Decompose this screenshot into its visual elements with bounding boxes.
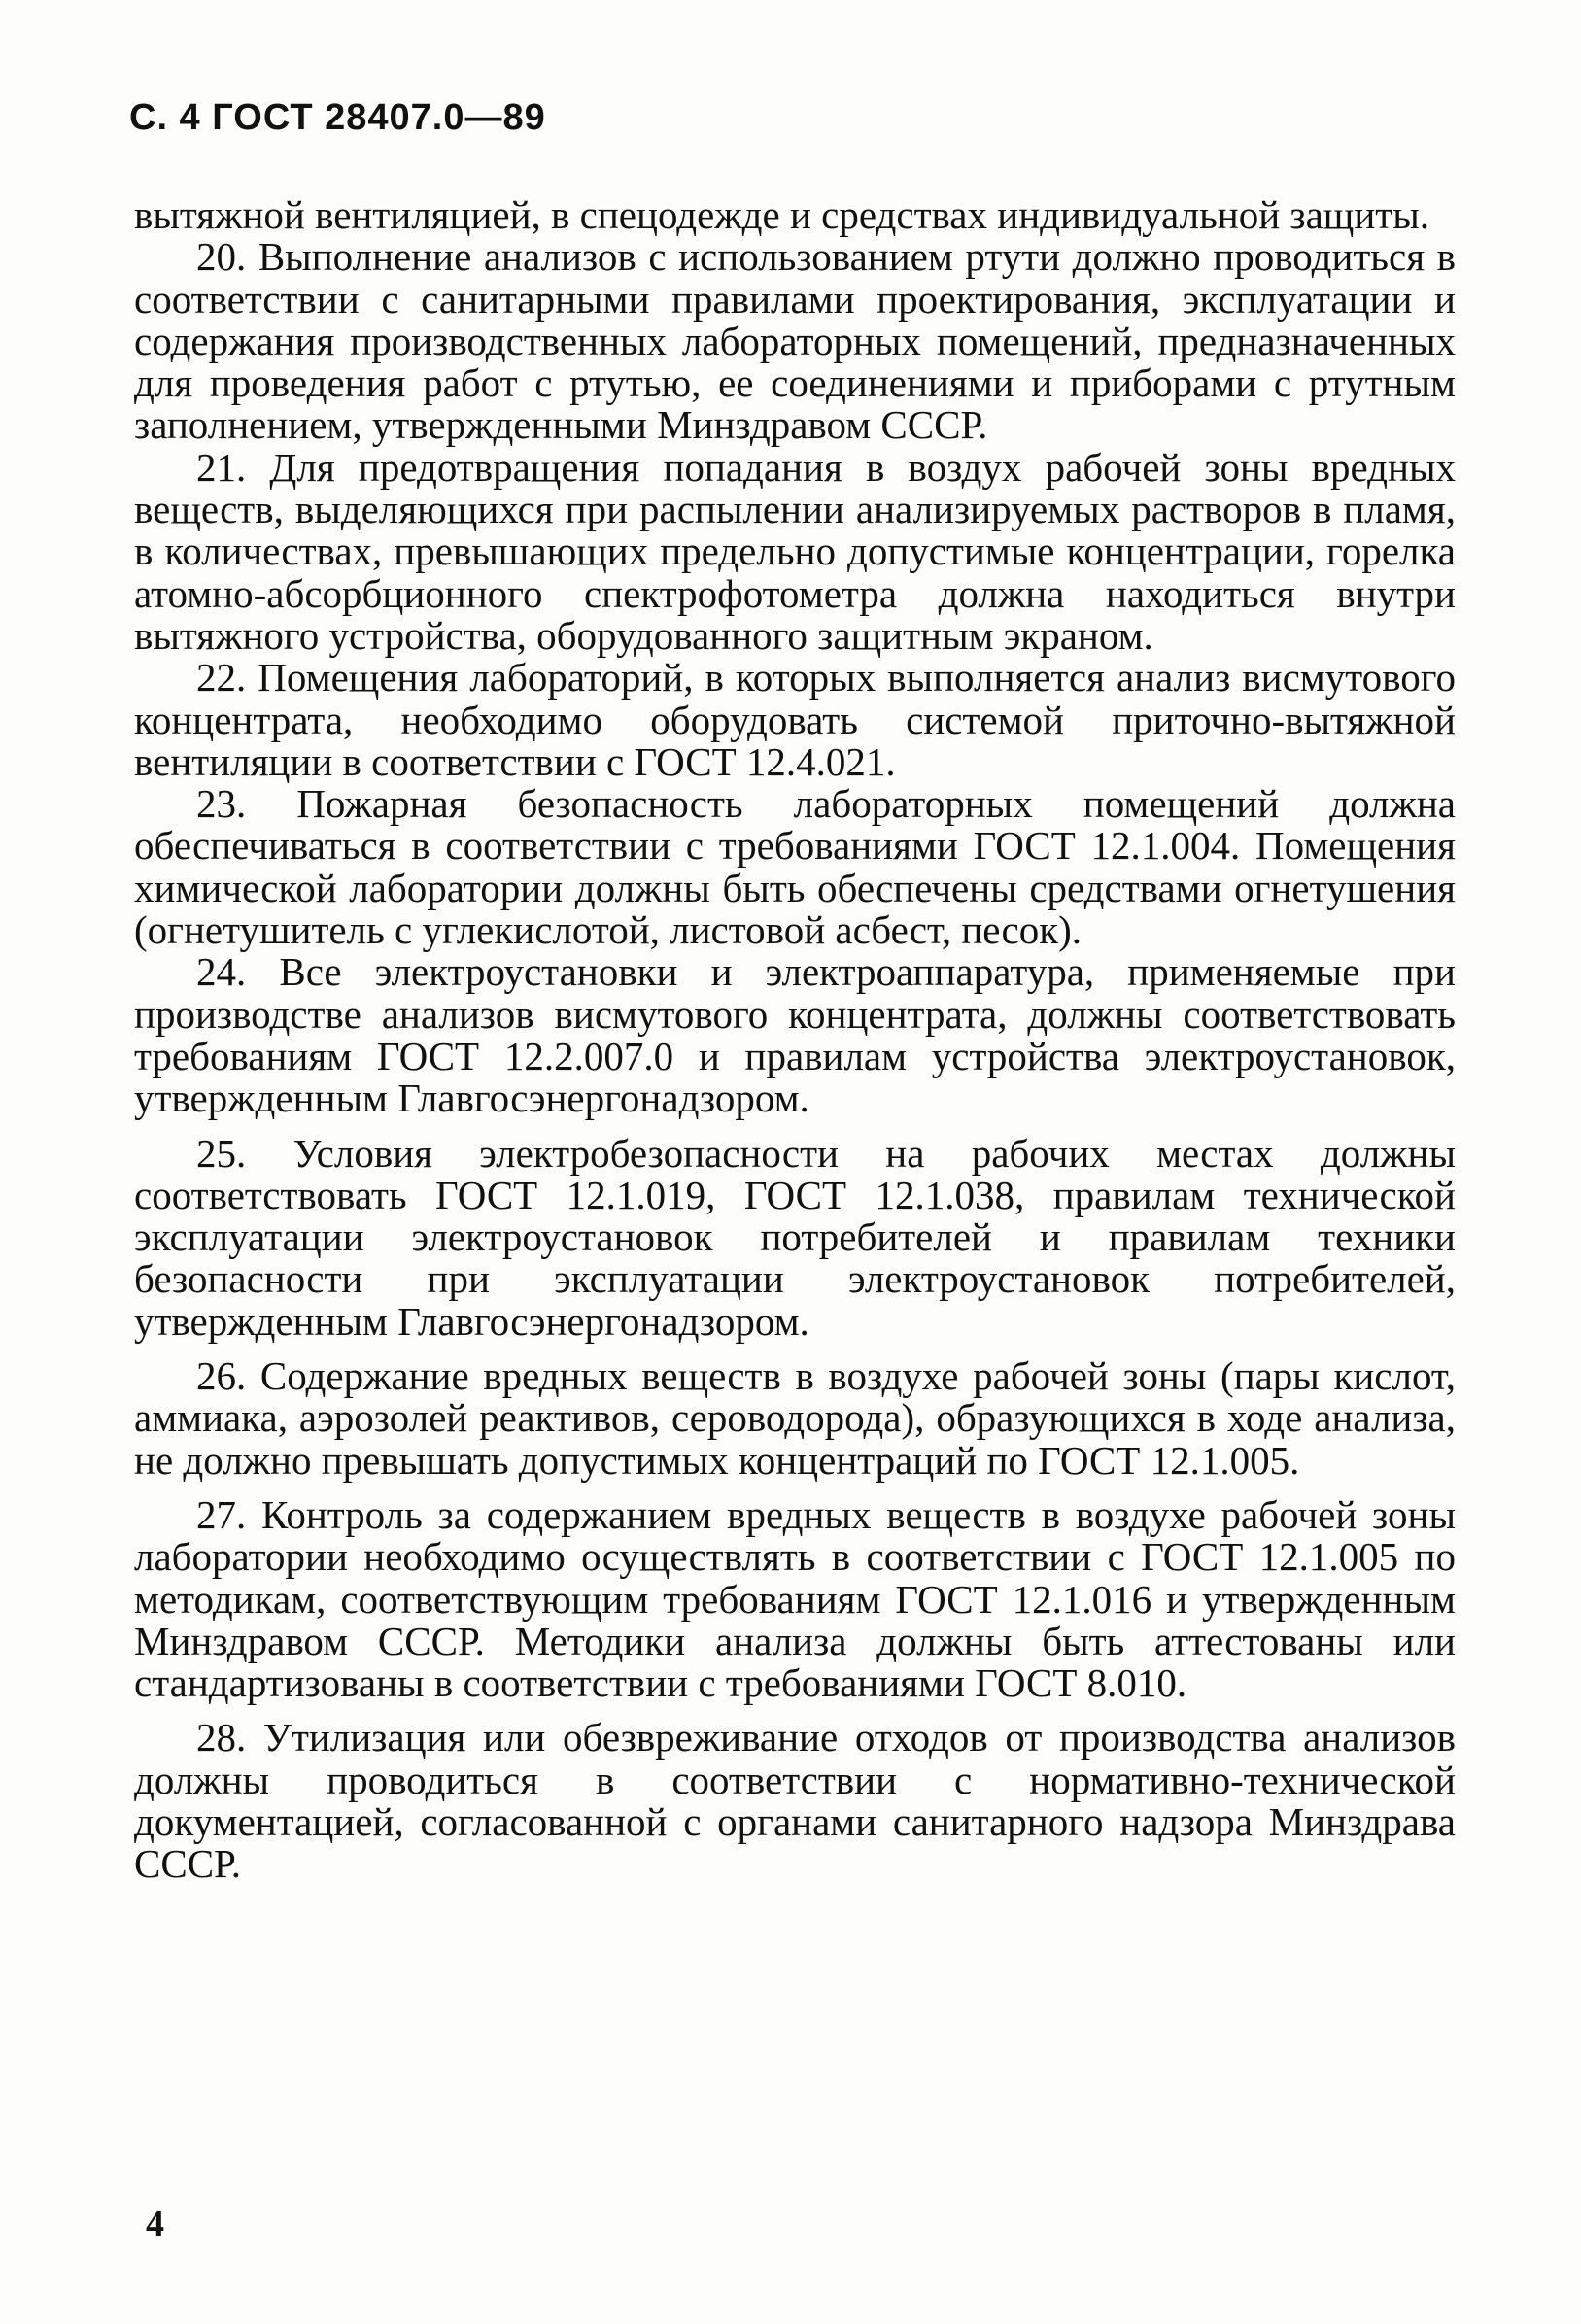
page-number: 4 [146,2204,164,2244]
paragraph-26: 26. Содержание вредных веществ в воздухе рабочей зоны (пары кислот, аммиака, аэрозолей реактивов, сероводорода), образующихся в ходе анализа, не должно превышать допустимых концентраций по ГОСТ 12.1.005. [134,1353,1456,1483]
paragraph-20: 20. Выполнение анализов с использованием ртути должно проводиться в соответствии с санитарными правилами проектирования, эксплуатации и содержания производственных лабораторных помещений, предназначенных для проведения работ с ртутью, ее соединениями и приборами с ртутным заполнением, утвержденными Минздравом СССР. [134,234,1456,448]
document-body [134,194,1456,1886]
paragraph-28: 28. Утилизация или обезвреживание отходов от производства анализов должны проводиться в соответствии с нормативно-технической документацией, согласованной с органами санитарного надзора Минздрава СССР. [134,1715,1456,1887]
page-header: С. 4 ГОСТ 28407.0—89 [129,97,546,138]
paragraph-24: 24. Все электроустановки и электроаппаратура, применяемые при производстве анализов висмутового концентрата, должны соответствовать требованиям ГОСТ 12.2.007.0 и правилам устройства электроустановок, утвержденным Главгосэнергонадзором. [134,949,1456,1121]
paragraph-25: 25. Условия электробезопасности на рабочих местах должны соответствовать ГОСТ 12.1.019, ГОСТ 12.1.038, правилам технической эксплуатации электроустановок потребителей и правилам техники безопасности при эксплуатации электроустановок потребителей, утвержденным Главгосэнергонадзором. [134,1130,1456,1344]
paragraph-27: 27. Контроль за содержанием вредных веществ в воздухе рабочей зоны лаборатории необходимо осуществлять в соответствии с ГОСТ 12.1.005 по методикам, соответствующим требованиям ГОСТ 12.1.016 и утвержденным Минздравом СССР. Методики анализа должны быть аттестованы или стандартизованы в соответствии с требованиями ГОСТ 8.010. [134,1491,1456,1706]
paragraph-21: 21. Для предотвращения попадания в воздух рабочей зоны вредных веществ, выделяющихся при распылении анализируемых растворов в пламя, в количествах, превышающих предельно допустимые концентрации, горелка атомно-абсорбционного спектрофотометра должна находиться внутри вытяжного устройства, оборудованного защитным экраном. [134,444,1456,658]
paragraph-continuation: вытяжной вентиляцией, в спецодежде и средствах индивидуальной защиты. [134,192,1430,237]
paragraph-22: 22. Помещения лабораторий, в которых выполняется анализ висмутового концентрата, необходимо оборудовать системой приточно-вытяжной вентиляции в соответствии с ГОСТ 12.4.021. [134,655,1456,784]
paragraph-23: 23. Пожарная безопасность лабораторных помещений должна обеспечиваться в соответствии с требованиями ГОСТ 12.1.004. Помещения химической лаборатории должны быть обеспечены средствами огнетушения (огнетушитель с углекислотой, листовой асбест, песок). [134,781,1456,953]
